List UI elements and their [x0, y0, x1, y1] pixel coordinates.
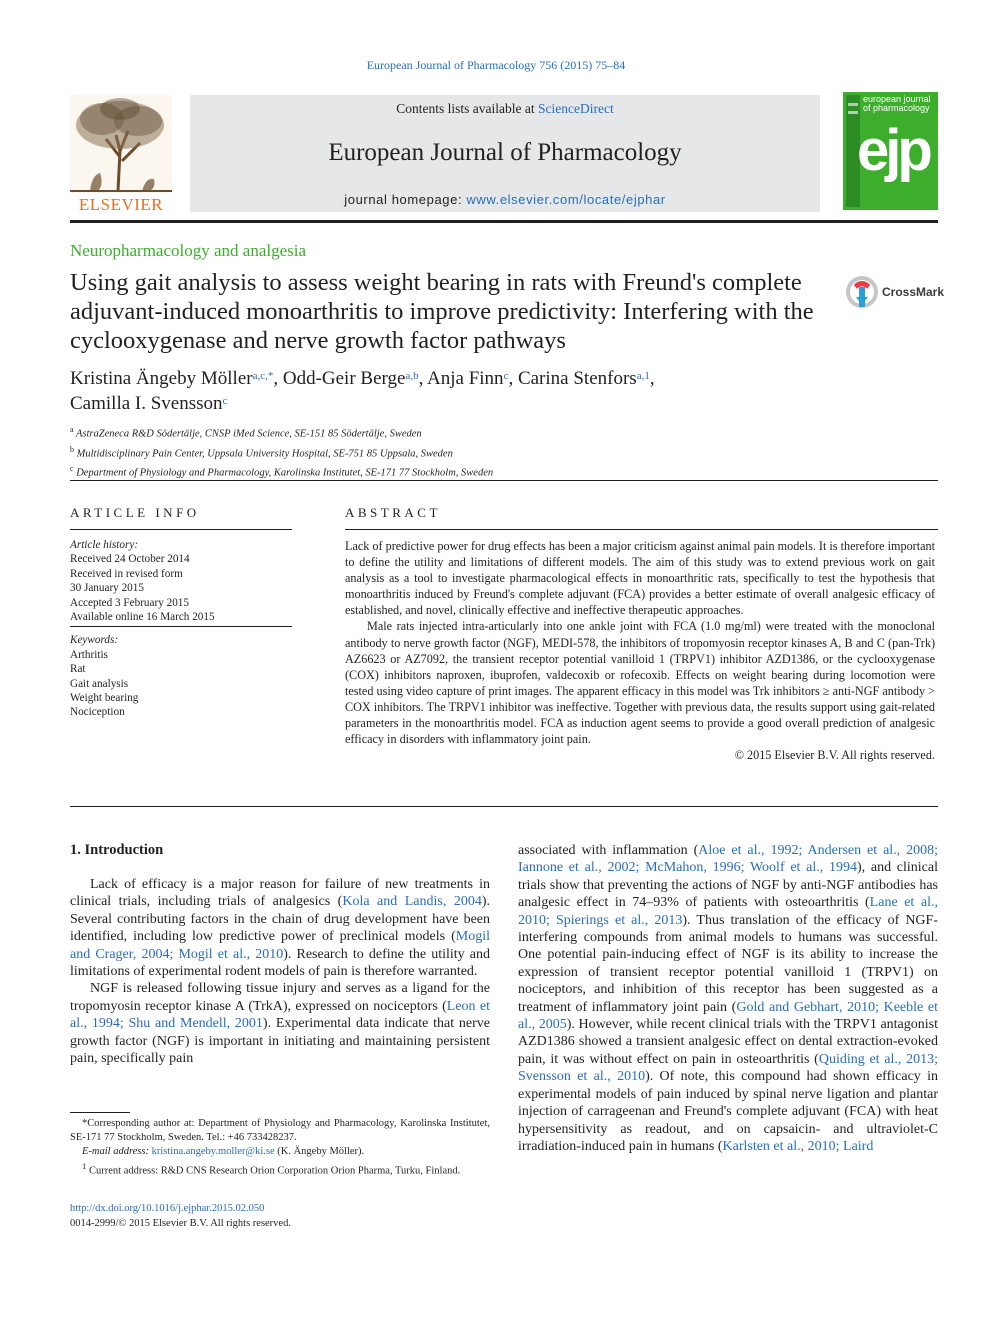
doi-block — [70, 1201, 291, 1231]
journal-header-band — [190, 95, 820, 212]
author — [70, 393, 227, 414]
current-address-note — [70, 1159, 490, 1179]
keyword: Weight bearing — [70, 692, 139, 705]
author-affil[interactable]: a,1 — [636, 370, 650, 382]
footnote-mark: 1 — [82, 1161, 87, 1171]
journal-reference[interactable]: European Journal of Pharmacology 756 (2015) 75–84 — [366, 58, 626, 72]
keyword: Rat — [70, 663, 86, 676]
text-run: ). Several contributing factors in the chain of drug development have been identified, including low predictive power of preclinical models ( — [70, 894, 490, 945]
author-list — [70, 366, 930, 416]
elsevier-wordmark: ELSEVIER — [78, 195, 164, 214]
affiliation-key: a — [70, 425, 74, 434]
author-name[interactable]: Camilla I. Svensson — [70, 393, 223, 414]
affiliation-text: Department of Physiology and Pharmacology, Karolinska Institutet, SE-171 77 Stockholm, Sweden — [76, 467, 494, 479]
author-affil[interactable]: a,c,* — [252, 370, 274, 382]
asterisk-icon: * — [82, 1118, 88, 1129]
homepage-link[interactable]: www.elsevier.com/locate/ejphar — [466, 192, 666, 207]
text-run: ), and clinical trials show that preventing the actions of NGF by anti-NGF antibodies has analgesic effect in 74–93% of patients with osteoarthritis ( — [518, 860, 939, 911]
affiliations — [70, 422, 493, 481]
contents-line — [190, 101, 820, 117]
author-affil[interactable]: c — [222, 395, 228, 407]
homepage-line — [190, 192, 820, 207]
author — [70, 368, 283, 389]
abstract-heading: ABSTRACT — [345, 505, 441, 520]
section-label: Neuropharmacology and analgesia — [70, 241, 307, 260]
email-link[interactable]: kristina.angeby.moller@ki.se — [151, 1146, 275, 1157]
doi-link[interactable]: http://dx.doi.org/10.1016/j.ejphar.2015.02.050 — [70, 1203, 265, 1214]
citation-link[interactable]: Karlsten et al., 2010; Laird — [722, 1138, 874, 1154]
corr-text: Corresponding author at: Department of Physiology and Pharmacology, Karolinska Institutet, SE-171 77 Stockholm, Sweden. Tel.: +46 733428237. — [70, 1118, 490, 1143]
contents-prefix: Contents lists available at — [396, 101, 538, 116]
journal-cover[interactable] — [843, 92, 938, 210]
keyword: Nociception — [70, 706, 125, 719]
divider — [70, 480, 938, 481]
affiliation-text: Multidisciplinary Pain Center, Uppsala University Hospital, SE-751 85 Uppsala, Sweden — [76, 448, 453, 459]
citation-link[interactable]: Leon et al., 1994; Shu and Mendell, 2001 — [70, 998, 490, 1032]
affiliation-key: b — [70, 444, 74, 454]
current-address: Current address: R&D CNS Research Orion Corporation Orion Pharma, Turku, Finland. — [89, 1165, 461, 1177]
author-affil[interactable]: a,b — [405, 370, 419, 382]
author-sep: , — [273, 368, 283, 389]
affiliation-key: c — [70, 464, 74, 473]
divider — [345, 529, 938, 530]
keywords-label: Keywords: — [70, 634, 119, 647]
crossmark-label: CrossMark — [882, 285, 945, 299]
text-run: NGF is released following tissue injury and serves as a ligand for the tropomyosin receptor kinase A (TrkA), expressed on nociceptors ( — [70, 981, 490, 1014]
citation-link[interactable]: Lane et al., 2010; Spierings et al., 2013 — [518, 895, 939, 928]
affiliation-text: AstraZeneca R&D Södertälje, CNSP iMed Science, SE-151 85 Södertälje, Sweden — [76, 428, 422, 440]
elsevier-logo — [70, 95, 172, 215]
history-item: 30 January 2015 — [70, 582, 144, 595]
keyword: Arthritis — [70, 648, 108, 661]
intro-paragraph — [70, 876, 490, 980]
divider — [70, 626, 292, 627]
text-run: Lack of efficacy is a major reason for failure of new treatments in clinical trials, including trials of analgesics ( — [70, 877, 490, 910]
footnotes — [70, 1117, 490, 1179]
history-item: Received in revised form — [70, 567, 183, 580]
author-name[interactable]: Kristina Ängeby Möller — [70, 368, 253, 389]
author-name[interactable]: Anja Finn — [427, 368, 504, 389]
divider — [70, 529, 292, 530]
article-info-heading: ARTICLE INFO — [70, 505, 200, 520]
abstract-body — [345, 538, 935, 763]
abstract-paragraph: Lack of predictive power for drug effects has been a major criticism against animal pain models. It is therefore important to define the utility and limitations of different models. The aim of this study was to extend previous work on gait analysis as a tool to investigate pharmacological effects in monoarthritic rats, specifically to test the hypothesis that monoarthritis induced by Freund's complete adjuvant (FCA) provides a better estimate of overall analgesic efficacy of established, and novel, clinically effective and ineffective therapeutic approaches. — [345, 539, 935, 618]
body-column-left — [70, 876, 490, 1067]
intro-paragraph — [70, 980, 490, 1067]
article-info — [70, 538, 292, 720]
citation-link[interactable]: Mogil and Crager, 2004; Mogil et al., 2010 — [70, 929, 490, 962]
abstract-copyright: © 2015 Elsevier B.V. All rights reserved. — [734, 748, 935, 763]
cover-title: european journal of pharmacology — [863, 94, 931, 113]
keyword: Gait analysis — [70, 677, 129, 690]
affiliation — [70, 442, 493, 462]
issn-line: 0014-2999/© 2015 Elsevier B.V. All rights reserved. — [70, 1218, 291, 1229]
intro-paragraph — [518, 842, 938, 1155]
author-sep: , — [418, 368, 428, 389]
email-suffix: (K. Ängeby Möller). — [274, 1146, 365, 1157]
text-run: ). Thus translation of the efficacy of NGF-interfering compounds from animal models to humans was successful. One potential pain-inducing effect of NGF is its ability to increase the expression of transient receptor potential vanilloid 1 (TRPV1) on nociceptors, and inhibition of this receptor has been suggested as a treatment of inflammatory joint pain ( — [518, 912, 938, 1015]
journal-title: European Journal of Pharmacology — [328, 139, 682, 166]
author — [427, 368, 518, 389]
history-item: Accepted 3 February 2015 — [70, 596, 189, 609]
cover-logo: ejp — [857, 118, 929, 183]
body-column-right — [518, 842, 938, 1155]
history-item: Available online 16 March 2015 — [70, 611, 215, 624]
author-affil[interactable]: c — [503, 370, 509, 382]
affiliation — [70, 461, 493, 481]
author-name[interactable]: Carina Stenfors — [517, 368, 637, 389]
affiliation — [70, 422, 493, 442]
crossmark-badge[interactable] — [845, 275, 945, 311]
homepage-prefix: journal homepage: — [344, 192, 467, 207]
text-run: ). Experimental data indicate that nerve growth factor (NGF) is important in initiating and maintaining persistent pain, specifically pain — [70, 1016, 490, 1067]
citation-link[interactable]: Kola and Landis, 2004 — [342, 894, 482, 910]
history-label: Article history: — [70, 539, 139, 551]
author-name[interactable]: Odd-Geir Berge — [282, 368, 406, 389]
citation-link[interactable]: Aloe et al., 1992; Andersen et al., 2008; Iannone et al., 2002; McMahon, 1996; Woolf et al., 1994 — [518, 843, 938, 876]
intro-heading: 1. Introduction — [70, 842, 164, 858]
header-rule — [70, 220, 938, 223]
tree-icon — [70, 95, 172, 193]
corresponding-author-note — [70, 1117, 490, 1145]
text-run: ). However, while recent clinical trials with the TRPV1 antagonist AZD1386 showed a transient analgesic effect on dental extraction-evoked pain, it was without effect on pain in osteoarthritis ( — [518, 1017, 938, 1067]
text-run: associated with inflammation ( — [518, 843, 699, 858]
author-sep: , — [649, 368, 655, 389]
divider — [70, 806, 938, 807]
email-note — [70, 1145, 490, 1159]
text-run: ). Of note, this compound had shown efficacy in experimental models of pain induced by spinal nerve ligation and plantar injection of carrageenan and Freund's complete adjuvant (FCA) with heat hypersensitivity as readout, and on capsaicin- and ultraviolet-C irradiation-induced pain in humans ( — [518, 1069, 938, 1154]
history-item: Received 24 October 2014 — [70, 553, 190, 566]
article-title: Using gait analysis to assess weight bearing in rats with Freund's complete adjuvant-induced monoarthritis to improve predictivity: Interfering with the cyclooxygenase and nerve growth factor pathways — [70, 269, 814, 354]
footnote-rule — [70, 1112, 130, 1113]
citation-link[interactable]: Quiding et al., 2013; Svensson et al., 2010 — [518, 1051, 938, 1085]
abstract-paragraph: Male rats injected intra-articularly into one ankle joint with FCA (1.0 mg/ml) were treated with the monoclonal antibody to nerve growth factor (NGF), MEDI-578, the inhibitors of tropomyosin receptor kinases A, B and C (pan-Trk) AZ6623 or AZ7092, the transient receptor potential vanilloid 1 (TRPV1) inhibitor AZD1386, or the cyclooxygenase (COX) inhibitors naproxen, ibuprofen, valdecoxib or rofecoxib. Effects on weight bearing during locomotion were tested using video capture of print images. The apparent efficacy in this model was Trk inhibitors ≥ anti-NGF antibody > COX inhibitors. The TRPV1 inhibitor was ineffective. Together with previous data, the results support using gait-related parameters in the monoarthritis model. FCA as induction agent seems to provide a good overall prediction of analgesic efficacy in disorders with inflammatory joint pain. — [345, 619, 935, 747]
sciencedirect-link[interactable]: ScienceDirect — [538, 101, 614, 116]
author-sep: , — [508, 368, 518, 389]
crossmark-icon — [845, 275, 879, 309]
email-label: E-mail address: — [82, 1146, 152, 1157]
author — [283, 368, 427, 389]
text-run: ). Research to define the utility and limitations of experimental rodent models of pain is therefore warranted. — [70, 946, 490, 980]
citation-link[interactable]: Gold and Gebhart, 2010; Keeble et al., 2005 — [518, 999, 938, 1033]
author — [518, 368, 655, 389]
